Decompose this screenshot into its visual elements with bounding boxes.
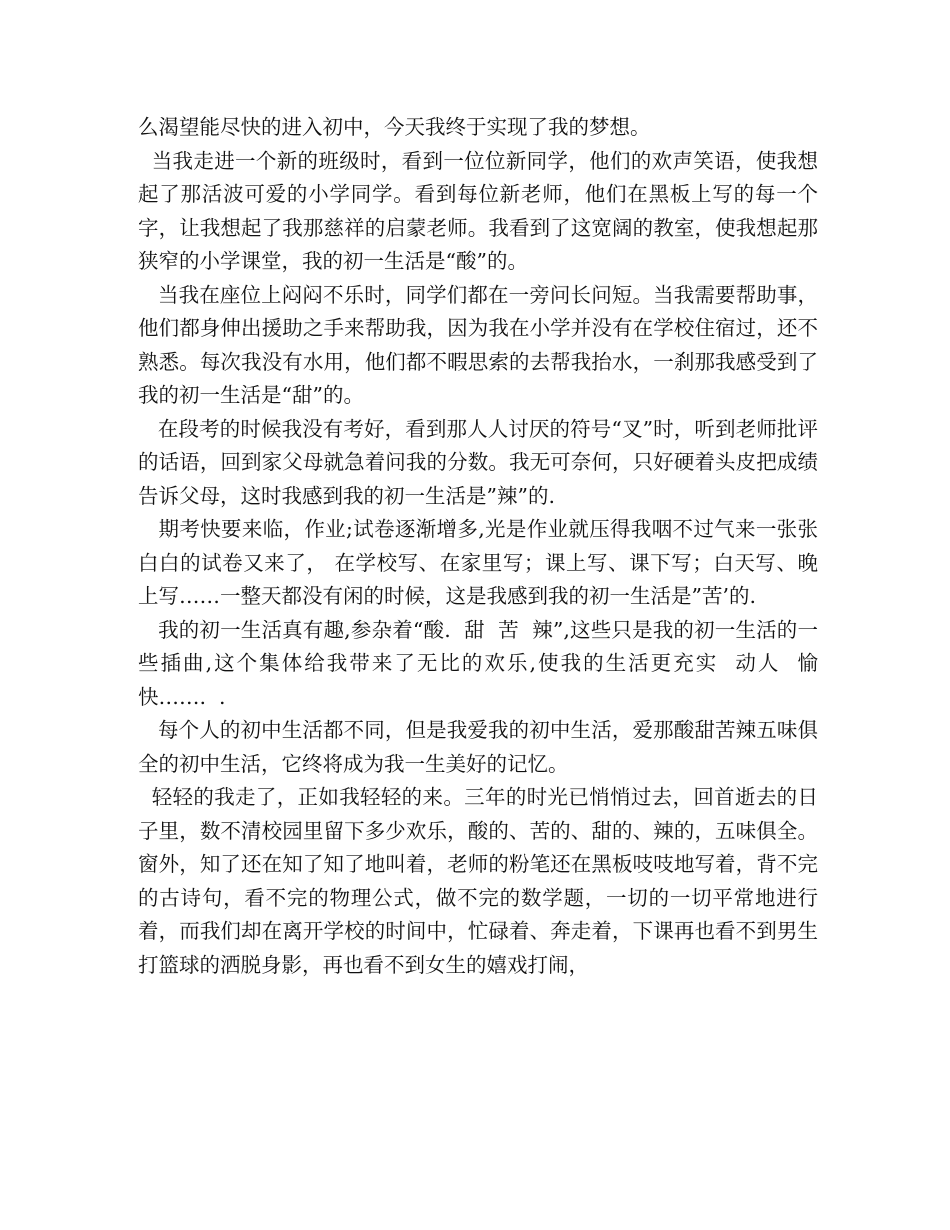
essay-body — [138, 111, 818, 982]
paragraph-1: 么渴望能尽快的进入初中，今天我终于实现了我的梦想。 — [138, 115, 651, 139]
paragraph-5: 期考快要来临，作业;试卷逐渐增多,光是作业就压得我咽不过气来一张张白白的试卷又来了， 在学校写、在家里写；课上写、课下写；白天写、晚上写……一整天都没有闲的时候，这是我感到我的初一生活是”苦’的. — [138, 517, 818, 608]
paragraph-4: 在段考的时候我没有考好，看到那人人讨厌的符号“叉”时，听到老师批评的话语，回到家父母就急着问我的分数。我无可奈何，只好硬着头皮把成绩告诉父母，这时我感到我的初一生活是”辣”的. — [138, 416, 818, 508]
paragraph-7: 每个人的初中生活都不同，但是我爱我的初中生活，爱那酸甜苦辣五味俱全的初中生活，它终将成为我一生美好的记忆。 — [138, 718, 818, 776]
paragraph-3: 当我在座位上闷闷不乐时，同学们都在一旁问长问短。当我需要帮助事，他们都身伸出援助之手来帮助我，因为我在小学并没有在学校住宿过，还不熟悉。每次我没有水用，他们都不暇思索的去帮我抬水，一刹那我感受到了我的初一生活是“甜”的。 — [138, 282, 818, 407]
paragraph-2: 当我走进一个新的班级时，看到一位位新同学，他们的欢声笑语，使我想起了那活波可爱的小学同学。看到每位新老师，他们在黑板上写的每一个字，让我想起了我那慈祥的启蒙老师。我看到了这宽阔的教室，使我想起那狭窄的小学课堂，我的初一生活是“酸”的。 — [138, 148, 818, 273]
paragraph-6: 我的初一生活真有趣,参杂着“酸. 甜 苦 辣”,这些只是我的初一生活的一些插曲,这个集体给我带来了无比的欢乐,使我的生活更充实 动人 愉快……. . — [138, 617, 818, 709]
paragraph-8: 轻轻的我走了，正如我轻轻的来。三年的时光已悄悄过去，回首逝去的日子里，数不清校园里留下多少欢乐，酸的、苦的、甜的、辣的，五味俱全。窗外，知了还在知了知了地叫着，老师的粉笔还在黑板吱吱地写着，背不完的古诗句，看不完的物理公式，做不完的数学题，一切的一切平常地进行着，而我们却在离开学校的时间中，忙碌着、奔走着，下课再也看不到男生打篮球的洒脱身影，再也看不到女生的嬉戏打闹， — [138, 785, 818, 977]
